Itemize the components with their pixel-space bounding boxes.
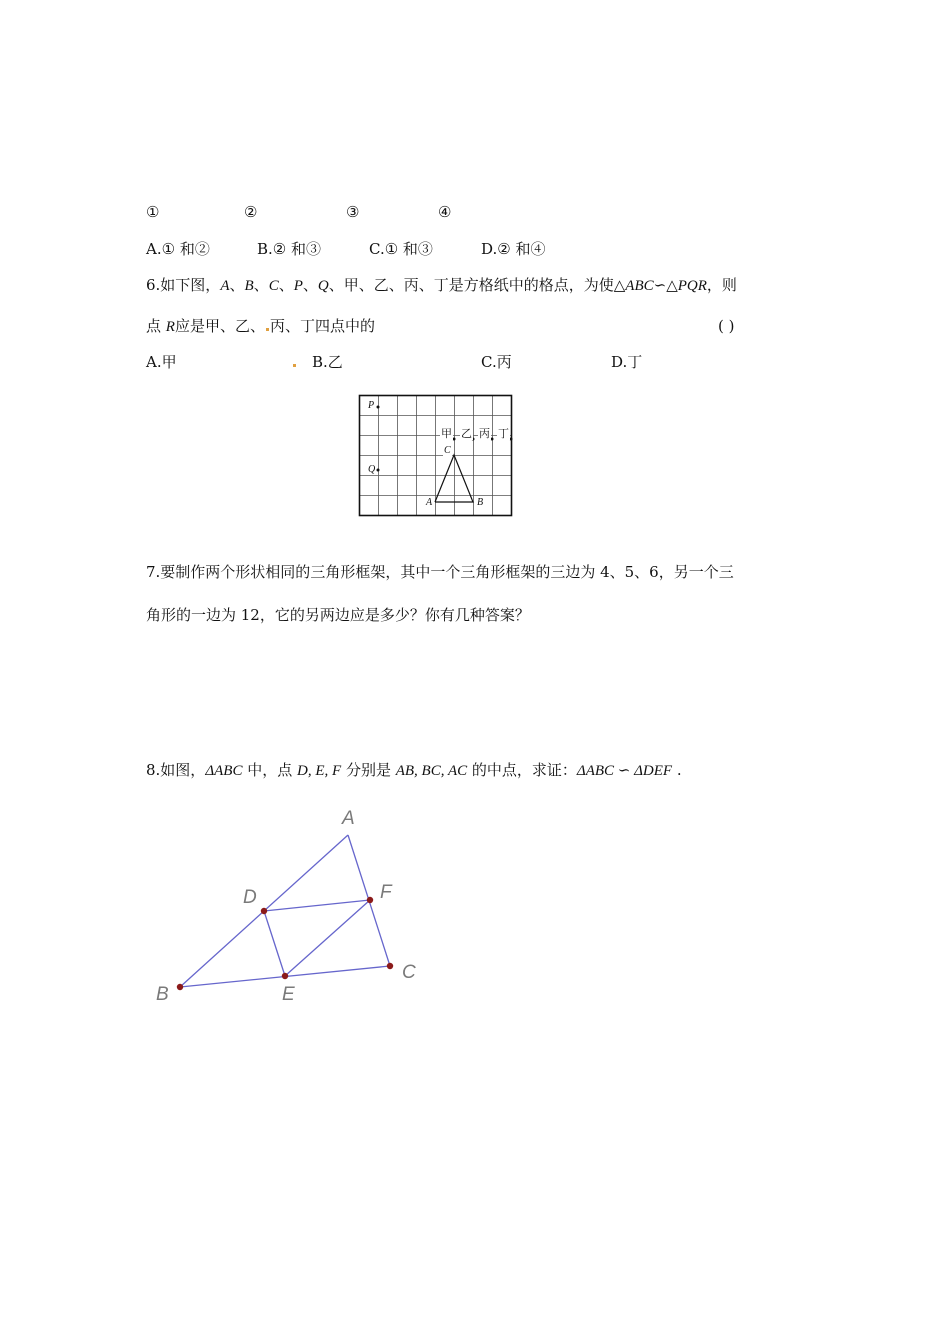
q7-line2: 角形的一边为 12，它的另两边应是多少？你有几种答案？ [146, 606, 530, 624]
label-a: A [426, 497, 433, 508]
label-bing: 丙 [479, 427, 490, 440]
triangle-pqr: PQR [677, 278, 707, 294]
sep: 、 [278, 276, 294, 294]
point-c: C [268, 278, 279, 294]
q8-mid1: 中，点 [242, 761, 297, 779]
point-b: B [244, 278, 254, 294]
answer-bracket: ( ) [718, 317, 735, 335]
point-f-dot [367, 897, 373, 903]
figure-number-3: ③ [346, 203, 360, 221]
q6-mid: 、甲、乙、丙、丁是方格纸中的格点，为使△ [328, 276, 626, 294]
point-c-dot [387, 963, 393, 969]
q5-option-a: A.① 和② [146, 240, 210, 258]
q6-line2-prefix: 点 [146, 317, 166, 335]
point-b-dot [177, 984, 183, 990]
q5-option-b: B.② 和③ [257, 240, 322, 258]
q8-statement [146, 760, 682, 781]
point-p: P [293, 278, 303, 294]
point-e-dot [282, 973, 288, 979]
triangle-abc: ABC [625, 278, 654, 294]
sep: 、 [302, 276, 318, 294]
q6-option-c: C.丙 [481, 353, 512, 371]
q6-option-b: B.乙 [312, 353, 343, 371]
q5-option-c: C.① 和③ [369, 240, 433, 258]
triangle-figure [150, 800, 430, 1010]
q6-option-d: D.丁 [611, 353, 643, 371]
label-b-fig: B [156, 984, 169, 1005]
sides-text: AB, BC, AC [395, 763, 468, 779]
grid-figure [358, 394, 514, 518]
q6-prefix: 6.如下图， [146, 276, 221, 294]
q6-line2-end: 丙、丁四点中的 [269, 317, 375, 335]
point-p-dot [377, 406, 380, 409]
point-d-dot [261, 908, 267, 914]
point-r: R [165, 319, 175, 335]
label-c: C [444, 445, 451, 456]
label-q: Q [368, 464, 376, 475]
label-c-fig: C [402, 962, 416, 983]
segment-ef [285, 900, 370, 976]
segment-de [264, 911, 285, 976]
label-ding: 丁 [498, 427, 509, 440]
q8-end: . [672, 761, 682, 779]
point-q: Q [317, 278, 329, 294]
label-f-fig: F [380, 882, 392, 903]
figure-number-2: ② [244, 203, 258, 221]
similar-symbol: ∽△ [653, 276, 678, 294]
q8-mid3: 的中点，求证： [467, 761, 577, 779]
figure-number-1: ① [146, 203, 160, 221]
q8-mid2: 分别是 [341, 761, 396, 779]
label-e-fig: E [282, 984, 295, 1005]
sep: 、 [253, 276, 269, 294]
segment-df [264, 900, 370, 911]
sep: 、 [229, 276, 245, 294]
point-q-dot [377, 469, 380, 472]
point-a: A [220, 278, 230, 294]
label-b: B [477, 497, 484, 508]
figure-number-4: ④ [438, 203, 452, 221]
q8-prefix: 8.如图， [146, 761, 206, 779]
marker-dot [293, 364, 296, 367]
label-a-fig: A [342, 808, 355, 829]
grid-lines [360, 396, 512, 516]
q5-option-d: D.② 和④ [481, 240, 546, 258]
label-yi: 乙 [461, 427, 472, 440]
q6-line2 [146, 316, 375, 337]
q6-option-a: A.甲 [146, 353, 177, 371]
q7-line1: 7.要制作两个形状相同的三角形框架，其中一个三角形框架的三边为 4、5、6，另一个三 [146, 563, 734, 581]
triangle-abc-shape [435, 455, 473, 502]
marker-dot [266, 328, 269, 331]
conclusion: ΔABC ∽ ΔDEF [576, 763, 673, 779]
q6-line1 [146, 275, 737, 296]
q6-end: ，则 [706, 276, 737, 294]
label-jia: 甲 [441, 427, 452, 440]
label-p: P [368, 400, 375, 411]
triangle-abc-text: ΔABC [205, 763, 243, 779]
label-d-fig: D [243, 887, 257, 908]
q6-line2-mid: 应是甲、乙、 [174, 317, 265, 335]
midpoints-def: D, E, F [297, 763, 342, 779]
